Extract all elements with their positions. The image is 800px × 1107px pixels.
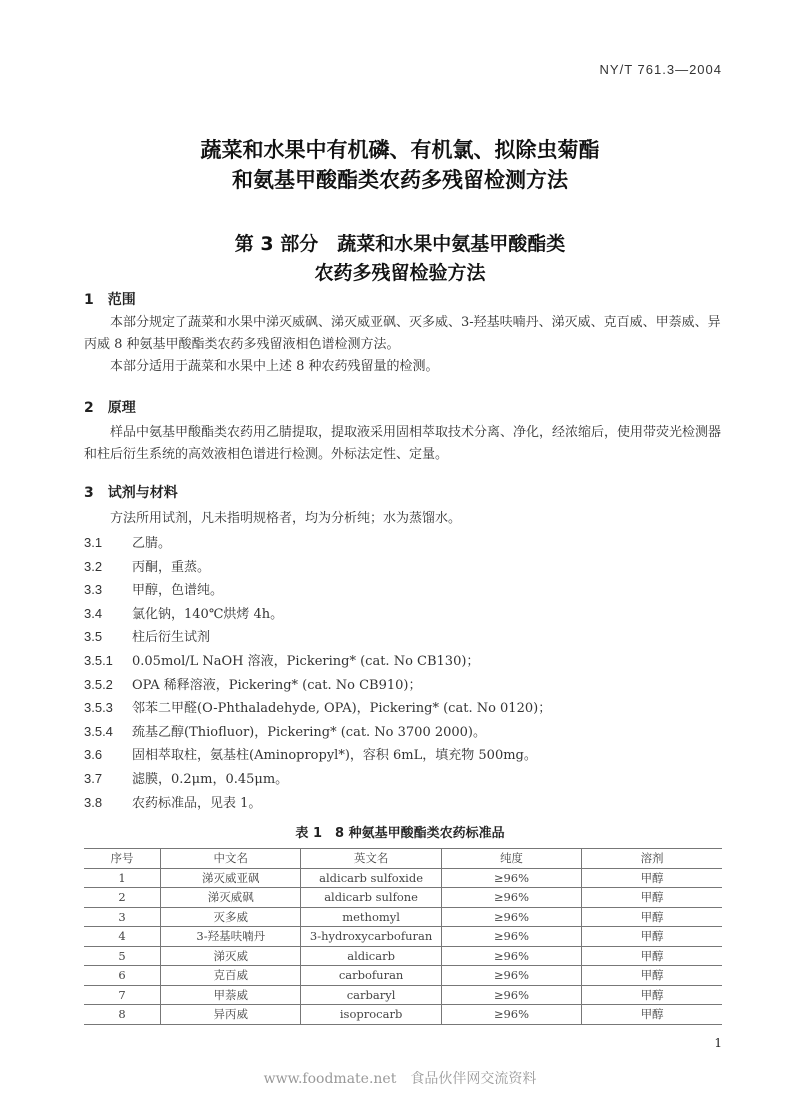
table-row — [84, 888, 722, 908]
section-2-heading: 2 原理 — [84, 400, 136, 416]
cell-index: 7 — [84, 985, 161, 1005]
header-index: 序号 — [84, 849, 161, 869]
cell-purity: ≥96% — [441, 1005, 581, 1025]
part-title-line-2: 农药多残留检验方法 — [314, 262, 486, 284]
item-text: 乙腈。 — [132, 536, 172, 551]
cell-english-name: aldicarb — [301, 946, 441, 966]
table-row — [84, 966, 722, 986]
title-line-1: 蔬菜和水果中有机磷、有机氯、拟除虫菊酯 — [200, 138, 600, 162]
reagent-item — [84, 721, 486, 740]
title-line-2: 和氨基甲酸酯类农药多残留检测方法 — [232, 168, 568, 192]
section-2-para-1: 样品中氨基甲酸酯类农药用乙腈提取，提取液采用固相萃取技术分离、净化，经浓缩后，使用带荧光检测器和柱后衍生系统的高效液相色谱进行检测。外标法定性、定量。 — [84, 425, 722, 462]
cell-chinese-name: 涕灭威 — [161, 946, 301, 966]
item-text: 0.05mol/L NaOH 溶液，Pickering* (cat. No CB130)； — [132, 654, 480, 669]
cell-english-name: aldicarb sulfone — [301, 888, 441, 908]
header-english-name: 英文名 — [301, 849, 441, 869]
table-row — [84, 1005, 722, 1025]
table-row — [84, 868, 722, 888]
cell-solvent: 甲醇 — [582, 927, 722, 947]
section-3-para-1: 方法所用试剂，凡未指明规格者，均为分析纯；水为蒸馏水。 — [110, 511, 462, 526]
cell-chinese-name: 灭多威 — [161, 907, 301, 927]
cell-english-name: carbaryl — [301, 985, 441, 1005]
cell-chinese-name: 甲萘威 — [161, 985, 301, 1005]
item-text: 氯化钠，140℃烘烤 4h。 — [132, 606, 284, 622]
cell-solvent: 甲醇 — [582, 1005, 722, 1025]
item-number: 3.5.1 — [84, 653, 113, 668]
item-number: 3.7 — [84, 771, 103, 786]
reagent-item — [84, 792, 261, 811]
item-text: 邻苯二甲醛(O-Phthaladehyde, OPA)，Pickering* (cat. No 0120)； — [132, 701, 552, 717]
header-purity: 纯度 — [441, 849, 581, 869]
header-solvent: 溶剂 — [582, 849, 722, 869]
item-text: 丙酮，重蒸。 — [132, 559, 211, 575]
pesticide-standards-table — [84, 848, 722, 1025]
item-text: 农药标准品，见表 1。 — [132, 795, 262, 811]
reagent-item — [84, 579, 223, 598]
section-1-heading: 1 范围 — [84, 292, 136, 308]
cell-index: 8 — [84, 1005, 161, 1025]
cell-english-name: methomyl — [301, 907, 441, 927]
cell-chinese-name: 3-羟基呋喃丹 — [161, 927, 301, 947]
reagent-item — [84, 626, 210, 645]
cell-english-name: aldicarb sulfoxide — [301, 868, 441, 888]
item-text: 巯基乙醇(Thiofluor)，Pickering* (cat. No 3700 2000)。 — [132, 724, 487, 740]
item-number: 3.5.2 — [84, 676, 113, 692]
cell-chinese-name: 异丙威 — [161, 1005, 301, 1025]
cell-english-name: isoprocarb — [301, 1005, 441, 1025]
cell-solvent: 甲醇 — [582, 966, 722, 986]
cell-chinese-name: 克百威 — [161, 966, 301, 986]
item-text: 滤膜，0.2μm，0.45μm。 — [132, 772, 289, 787]
page-number: 1 — [714, 1036, 722, 1050]
cell-index: 4 — [84, 927, 161, 947]
item-number: 3.3 — [84, 582, 103, 598]
item-text: 柱后衍生试剂 — [132, 630, 211, 646]
standard-number: NY/T 761.3—2004 — [599, 62, 722, 77]
section-1-para-2: 本部分适用于蔬菜和水果中上述 8 种农药残留量的检测。 — [110, 359, 439, 374]
reagent-item — [84, 697, 551, 716]
cell-purity: ≥96% — [441, 868, 581, 888]
item-number: 3.1 — [84, 535, 103, 550]
reagent-item — [84, 532, 171, 551]
cell-english-name: carbofuran — [301, 966, 441, 986]
cell-solvent: 甲醇 — [582, 888, 722, 908]
item-number: 3.2 — [84, 558, 103, 574]
cell-purity: ≥96% — [441, 966, 581, 986]
item-text: OPA 稀释溶液，Pickering* (cat. No CB910)； — [132, 677, 422, 693]
cell-index: 3 — [84, 907, 161, 927]
part-title-line-1: 第 3 部分 蔬菜和水果中氨基甲酸酯类 — [234, 233, 566, 255]
cell-english-name: 3-hydroxycarbofuran — [301, 927, 441, 947]
cell-solvent: 甲醇 — [582, 946, 722, 966]
reagent-item — [84, 556, 210, 575]
cell-purity: ≥96% — [441, 927, 581, 947]
reagent-item — [84, 768, 288, 787]
cell-index: 5 — [84, 946, 161, 966]
table-caption: 表 1 8 种氨基甲酸酯类农药标准品 — [295, 826, 505, 841]
item-number: 3.6 — [84, 747, 103, 763]
reagent-item — [84, 603, 283, 622]
cell-purity: ≥96% — [441, 907, 581, 927]
section-1-para-1: 本部分规定了蔬菜和水果中涕灭威砜、涕灭威亚砜、灭多威、3-羟基呋喃丹、涕灭威、克百威、甲萘威、异丙威 8 种氨基甲酸酯类农药多残留液相色谱检测方法。 — [84, 315, 721, 352]
cell-chinese-name: 涕灭威亚砜 — [161, 868, 301, 888]
table-row — [84, 946, 722, 966]
cell-purity: ≥96% — [441, 985, 581, 1005]
cell-index: 2 — [84, 888, 161, 908]
cell-index: 1 — [84, 868, 161, 888]
cell-index: 6 — [84, 966, 161, 986]
item-number: 3.4 — [84, 605, 103, 621]
item-text: 固相萃取柱，氨基柱(Aminopropyl*)，容积 6mL，填充物 500mg。 — [132, 748, 537, 764]
reagent-item — [84, 674, 422, 693]
cell-chinese-name: 涕灭威砜 — [161, 888, 301, 908]
table-row — [84, 907, 722, 927]
reagent-item — [84, 650, 479, 669]
cell-purity: ≥96% — [441, 888, 581, 908]
item-text: 甲醇，色谱纯。 — [132, 583, 224, 599]
header-chinese-name: 中文名 — [161, 849, 301, 869]
item-number: 3.8 — [84, 794, 103, 810]
cell-solvent: 甲醇 — [582, 907, 722, 927]
item-number: 3.5 — [84, 629, 103, 645]
cell-solvent: 甲醇 — [582, 985, 722, 1005]
cell-purity: ≥96% — [441, 946, 581, 966]
footer-text: www.foodmate.net 食品伙伴网交流资料 — [263, 1071, 537, 1087]
table-row — [84, 985, 722, 1005]
reagent-item — [84, 744, 537, 763]
section-3-heading: 3 试剂与材料 — [84, 485, 178, 501]
cell-solvent: 甲醇 — [582, 868, 722, 888]
item-number: 3.5.4 — [84, 723, 113, 739]
item-number: 3.5.3 — [84, 700, 113, 716]
table-row — [84, 927, 722, 947]
